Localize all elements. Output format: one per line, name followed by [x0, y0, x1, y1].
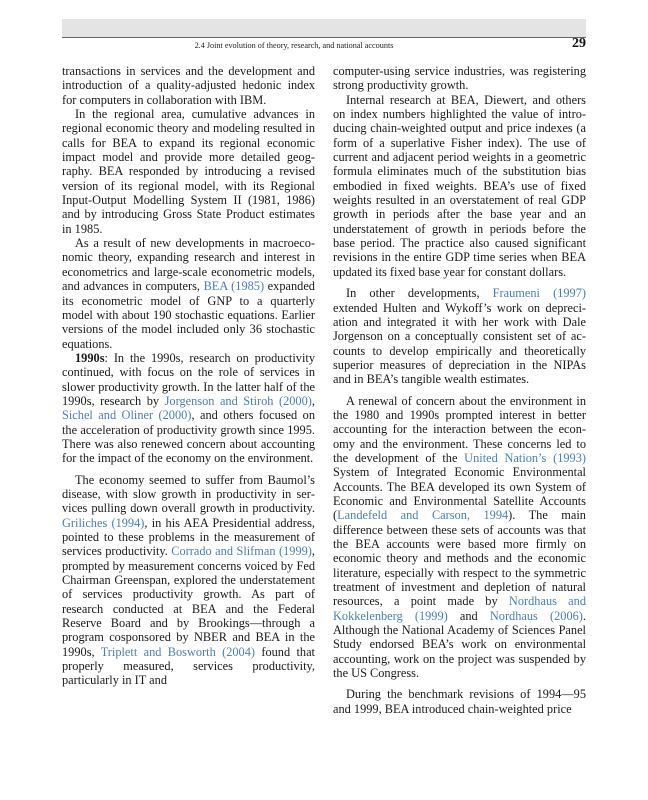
right-column — [333, 64, 586, 716]
paragraph — [333, 286, 586, 386]
text-run: : In the 1990s, research on productivity continued, with focus on the role of services in slower productivity growth. In the latter half of the 1990s, research by — [62, 350, 315, 408]
left-column — [62, 64, 315, 688]
text-run: and — [447, 608, 490, 623]
text-run: , and others focused on the acceleration of productivity growth since 1995. There was also renewed concern about accounting for the impact of the economy on the environment. — [62, 408, 315, 466]
paragraph — [62, 64, 315, 107]
text-run: As a result of new developments in macroeconomic theory, expanding research and interest in econometrics and large-scale econometric models, and advances in computers, — [62, 236, 315, 294]
paragraph — [62, 107, 315, 236]
citation-link[interactable]: Triplett and Bosworth (2004) — [100, 644, 256, 659]
citation-link[interactable]: Nordhaus (2006) — [489, 608, 583, 623]
text-run: A renewal of concern about the environment in the 1980 and 1990s prompted interest in better accounting for the interaction between the economy and the environment. These concerns led to the development of the — [333, 393, 586, 465]
text-run: expanded its econometric model of GNP to a quarterly model with about 190 stochastic equations. Earlier versions of the model included only 36 stochastic equations. — [62, 279, 315, 351]
text-run: transactions in services and the development and introduction of a quality-adjusted hedonic index for computers in collaboration with IBM. — [62, 64, 315, 107]
citation-link[interactable]: Sichel and Oliner (2000) — [62, 408, 192, 423]
citation-link[interactable]: Griliches (1994) — [62, 515, 145, 530]
text-run: In the regional area, cumulative advances in regional economic theory and modeling resulted in calls for BEA to expand its regional economic impact model and provide more detailed geography. BEA responded by introducing a revised version of its regional model, with its Regional Input-Output Modelling System II (1981, 1986) and by introducing Gross State Product estimates in 1985. — [62, 107, 315, 236]
citation-link[interactable]: Nordhaus and Kokkelenberg (1999) — [333, 594, 586, 623]
citation-link[interactable]: Fraumeni (1997) — [492, 286, 586, 301]
text-run: found that properly measured, services productivity, particularly in IT and — [62, 644, 315, 688]
header-rule — [62, 37, 586, 38]
paragraph — [333, 687, 586, 716]
page-number: 29 — [572, 36, 586, 51]
paragraph — [62, 236, 315, 351]
header-band — [62, 19, 586, 37]
citation-link[interactable]: Landefeld and Carson, 1994 — [337, 508, 509, 523]
text-run: . Although the National Academy of Sciences Panel Study endorsed BEA’s work on environmental accounting, work on the project was suspended by the US Congress. — [333, 608, 586, 681]
text-run: System of Integrated Economic Environmental Accounts. The BEA developed its own System of Economic and Environmental Satellite Accounts ( — [333, 465, 586, 523]
paragraph — [333, 394, 586, 681]
decade-heading: 1990s — [75, 350, 105, 365]
paragraph — [333, 93, 586, 279]
paragraph — [333, 64, 586, 93]
text-run: The economy seemed to suffer from Baumol’s disease, with slow growth in productivity in services pulling down overall growth in productivity. — [62, 472, 315, 516]
citation-link[interactable]: Corrado and Slifman (1999) — [171, 544, 312, 559]
citation-link[interactable]: Jorgenson and Stiroh (2000) — [164, 393, 312, 408]
paragraph — [62, 473, 315, 688]
text-run: ). The main difference between these sets of accounts was that the BEA accounts were based more firmly on economic theory and methods and the economic literature, especially with respect to the symmetric treatment of investment and depletion of natural resources, a point made by — [333, 508, 586, 609]
paragraph — [62, 351, 315, 466]
text-run: , in his AEA Presidential address, pointed to these problems in the measurement of services productivity. — [62, 515, 315, 559]
text-run: In other developments, — [346, 286, 493, 301]
citation-link[interactable]: United Nation’s (1993) — [464, 450, 586, 465]
text-run: During the benchmark revisions of 1994—95 and 1999, BEA introduced chain-weighted price — [333, 687, 586, 716]
text-run: , prompted by measurement concerns voiced by Fed Chairman Greenspan, explored the understatement of services productivity growth. As part of research conducted at BEA and the Federal Reserve Board and by Brookings—through a program cosponsored by NBER and BEA in the 1990s, — [62, 544, 315, 659]
text-run: , — [311, 393, 315, 408]
text-run: Internal research at BEA, Diewert, and others on index numbers highlighted the value of introducing chain-weighted output and price indexes (a form of a superlative Fisher index). The use of current and adjacent period weights in a geometric formula eliminates much of the substitution bias embodied in fixed weights. BEA’s use of fixed weights resulted in an overstatement of real GDP growth in periods after the base year and an understatement of growth in periods before the base period. The practice also caused significant revisions in the entire GDP time series when BEA updated its fixed base year for constant dollars. — [333, 92, 586, 279]
citation-link[interactable]: BEA (1985) — [203, 279, 265, 294]
running-head: 2.4 Joint evolution of theory, research, and national accounts — [194, 41, 394, 50]
text-run: computer-using service industries, was registering strong productivity growth. — [333, 64, 586, 93]
text-run: extended Hulten and Wykoff’s work on depreciation and integrated it with her work with Dale Jorgenson on a conceptually consistent set of accounts to develop empirically and theoretically superior measures of depreciation in the NIPAs and in BEA’s tangible wealth estimates. — [333, 300, 586, 387]
